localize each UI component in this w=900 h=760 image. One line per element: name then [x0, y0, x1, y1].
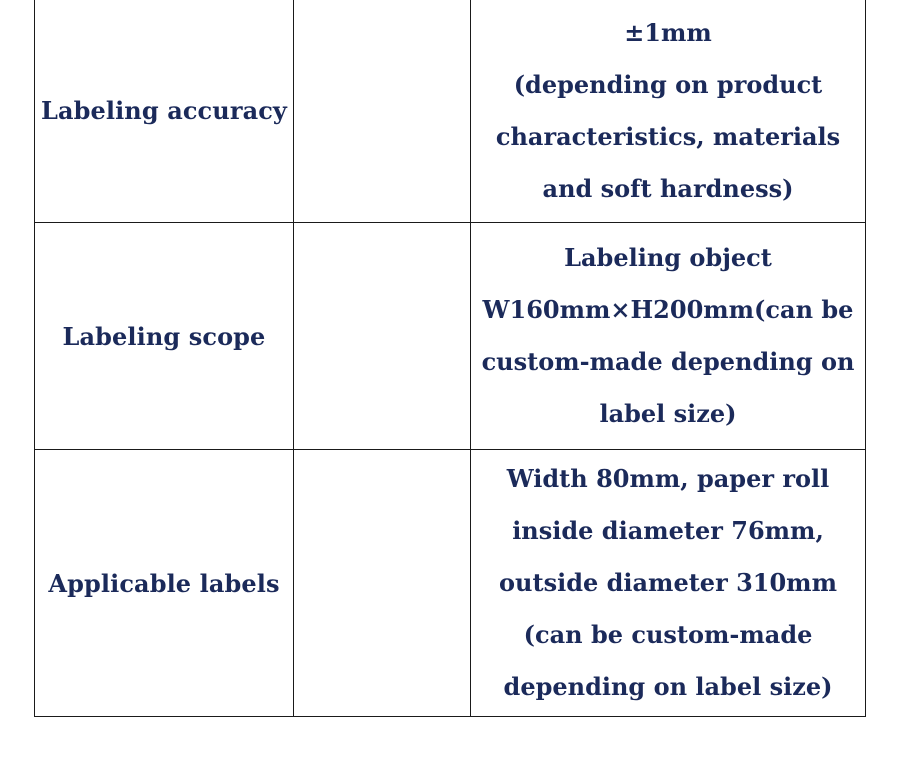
value-line: outside diameter 310mm — [499, 568, 837, 597]
label-cell-applicable-labels: Applicable labels — [35, 450, 294, 717]
value-line: ±1mm — [624, 17, 712, 47]
label-cell-labeling-accuracy: Labeling accuracy — [35, 0, 294, 223]
table-row — [35, 450, 866, 717]
table-row — [35, 223, 866, 450]
value-line: characteristics, materials — [495, 121, 841, 151]
value-line: W160mm×H200mm(can be — [482, 295, 854, 324]
value-line: and soft hardness) — [542, 173, 794, 203]
value-line: label size) — [599, 399, 737, 428]
value-cell-labeling-accuracy — [471, 0, 866, 223]
value-line: custom-made depending on — [481, 347, 855, 376]
label-cell-labeling-scope: Labeling scope — [35, 223, 294, 450]
value-line: (depending on product — [513, 69, 823, 99]
value-line: inside diameter 76mm, — [512, 516, 824, 545]
spec-table — [34, 0, 866, 717]
value-line: depending on label size) — [503, 672, 833, 701]
value-line: (can be custom-made — [523, 620, 813, 649]
empty-cell — [294, 450, 471, 717]
value-line: Width 80mm, paper roll — [506, 464, 830, 493]
value-cell-labeling-scope — [471, 223, 866, 450]
empty-cell — [294, 0, 471, 223]
value-cell-applicable-labels — [471, 450, 866, 717]
table-row — [35, 0, 866, 223]
empty-cell — [294, 223, 471, 450]
value-line: Labeling object — [564, 243, 772, 272]
